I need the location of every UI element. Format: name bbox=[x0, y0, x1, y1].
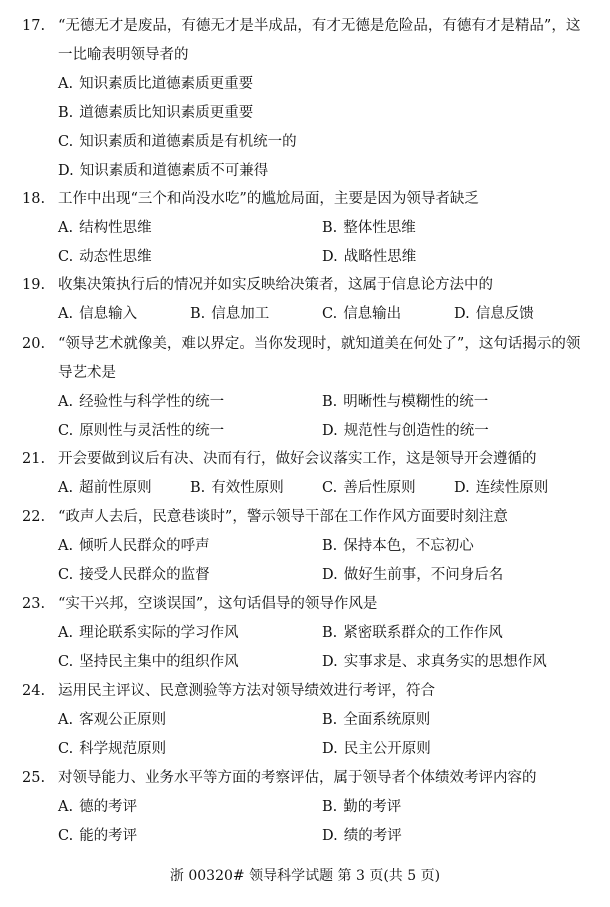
option-text: 全面系统原则 bbox=[343, 712, 431, 728]
option-text: 知识素质比道德素质更重要 bbox=[79, 76, 254, 92]
question-stem bbox=[22, 185, 594, 214]
question-stem bbox=[22, 590, 594, 619]
option-letter: C. bbox=[58, 249, 74, 265]
option-d bbox=[454, 474, 586, 503]
option-letter: B. bbox=[190, 306, 206, 322]
question-number: 17. bbox=[22, 18, 46, 34]
option-d bbox=[322, 822, 586, 851]
option-d bbox=[58, 157, 594, 186]
option-c bbox=[58, 128, 594, 157]
question-stem bbox=[22, 677, 594, 706]
option-a bbox=[58, 619, 322, 648]
option-letter: D. bbox=[322, 423, 338, 439]
option-b bbox=[322, 214, 586, 243]
option-letter: C. bbox=[58, 134, 74, 150]
option-d bbox=[322, 648, 586, 677]
option-a bbox=[58, 532, 322, 561]
question-text: 开会要做到议后有决、决而有行，做好会议落实工作，这是领导开会遵循的 bbox=[58, 451, 537, 467]
option-d bbox=[454, 300, 586, 329]
option-letter: C. bbox=[58, 567, 74, 583]
option-letter: C. bbox=[58, 828, 74, 844]
option-a bbox=[58, 70, 594, 99]
options-list bbox=[22, 793, 594, 851]
question-stem bbox=[22, 330, 594, 359]
option-text: 有效性原则 bbox=[211, 480, 284, 496]
option-letter: A. bbox=[58, 480, 74, 496]
option-text: 绩的考评 bbox=[343, 828, 402, 844]
option-letter: B. bbox=[322, 220, 338, 236]
options-list bbox=[22, 474, 594, 503]
option-a bbox=[58, 474, 190, 503]
option-text: 德的考评 bbox=[79, 799, 138, 815]
option-text: 结构性思维 bbox=[79, 220, 152, 236]
option-b bbox=[322, 619, 586, 648]
question-text: “实干兴邦，空谈误国”，这句话倡导的领导作风是 bbox=[58, 596, 378, 612]
option-text: 原则性与灵活性的统一 bbox=[79, 423, 225, 439]
question-23 bbox=[22, 590, 594, 677]
option-letter: B. bbox=[190, 480, 206, 496]
question-number: 20. bbox=[22, 336, 46, 352]
option-text: 坚持民主集中的组织作风 bbox=[79, 654, 239, 670]
option-text: 善后性原则 bbox=[343, 480, 416, 496]
option-text: 道德素质比知识素质更重要 bbox=[79, 105, 254, 121]
option-letter: D. bbox=[322, 654, 338, 670]
option-c bbox=[58, 822, 322, 851]
question-18 bbox=[22, 185, 594, 272]
question-text: 运用民主评议、民意测验等方法对领导绩效进行考评，符合 bbox=[58, 683, 435, 699]
option-text: 紧密联系群众的工作作风 bbox=[343, 625, 503, 641]
question-text: “无德无才是废品，有德无才是半成品，有才无德是危险品，有德有才是精品”，这 bbox=[58, 18, 581, 34]
option-b bbox=[322, 706, 586, 735]
option-letter: A. bbox=[58, 625, 74, 641]
option-a bbox=[58, 300, 190, 329]
option-letter: C. bbox=[322, 480, 338, 496]
option-b bbox=[190, 474, 322, 503]
option-d bbox=[322, 243, 586, 272]
options-list bbox=[22, 70, 594, 186]
question-stem bbox=[22, 503, 594, 532]
option-c bbox=[58, 735, 322, 764]
option-letter: C. bbox=[58, 423, 74, 439]
option-letter: A. bbox=[58, 220, 74, 236]
option-b bbox=[322, 388, 586, 417]
option-letter: B. bbox=[322, 394, 338, 410]
option-letter: B. bbox=[322, 799, 338, 815]
option-letter: A. bbox=[58, 712, 74, 728]
option-letter: B. bbox=[322, 712, 338, 728]
question-24 bbox=[22, 677, 594, 764]
question-stem bbox=[22, 764, 594, 793]
option-c bbox=[58, 648, 322, 677]
option-c bbox=[322, 300, 454, 329]
option-letter: C. bbox=[58, 741, 74, 757]
question-number: 19. bbox=[22, 277, 46, 293]
option-text: 科学规范原则 bbox=[79, 741, 167, 757]
question-stem bbox=[22, 271, 594, 300]
question-number: 24. bbox=[22, 683, 46, 699]
option-text: 保持本色，不忘初心 bbox=[343, 538, 474, 554]
option-text: 实事求是、求真务实的思想作风 bbox=[343, 654, 547, 670]
option-b bbox=[322, 532, 586, 561]
option-text: 客观公正原则 bbox=[79, 712, 167, 728]
option-text: 动态性思维 bbox=[79, 249, 152, 265]
option-letter: C. bbox=[58, 654, 74, 670]
option-letter: C. bbox=[322, 306, 338, 322]
question-number: 22. bbox=[22, 509, 46, 525]
question-17 bbox=[22, 12, 594, 186]
option-letter: D. bbox=[322, 741, 338, 757]
option-c bbox=[322, 474, 454, 503]
question-text: 收集决策执行后的情况并如实反映给决策者，这属于信息论方法中的 bbox=[58, 277, 493, 293]
option-text: 规范性与创造性的统一 bbox=[343, 423, 489, 439]
option-text: 理论联系实际的学习作风 bbox=[79, 625, 239, 641]
option-letter: D. bbox=[454, 306, 470, 322]
option-a bbox=[58, 214, 322, 243]
option-text: 做好生前事，不问身后名 bbox=[343, 567, 504, 583]
option-c bbox=[58, 561, 322, 590]
page-footer: 浙 00320# 领导科学试题 第 3 页(共 5 页) bbox=[169, 868, 441, 884]
option-d bbox=[322, 735, 586, 764]
options-list bbox=[22, 388, 594, 446]
question-text: 工作中出现“三个和尚没水吃”的尴尬局面，主要是因为领导者缺乏 bbox=[58, 191, 479, 207]
option-text: 经验性与科学性的统一 bbox=[79, 394, 225, 410]
option-text: 知识素质和道德素质是有机统一的 bbox=[79, 134, 297, 150]
option-b bbox=[190, 300, 322, 329]
option-letter: D. bbox=[58, 163, 74, 179]
option-b bbox=[58, 99, 594, 128]
option-a bbox=[58, 706, 322, 735]
option-a bbox=[58, 388, 322, 417]
question-text: “政声人去后，民意巷谈时”，警示领导干部在工作作风方面要时刻注意 bbox=[58, 509, 508, 525]
question-text-continued: 导艺术是 bbox=[58, 365, 116, 381]
question-number: 25. bbox=[22, 770, 46, 786]
question-number: 18. bbox=[22, 191, 46, 207]
option-letter: B. bbox=[322, 625, 338, 641]
option-text: 能的考评 bbox=[79, 828, 138, 844]
question-stem bbox=[22, 12, 594, 41]
option-letter: A. bbox=[58, 799, 74, 815]
options-list bbox=[22, 706, 594, 764]
option-letter: A. bbox=[58, 76, 74, 92]
option-text: 信息加工 bbox=[211, 306, 270, 322]
option-b bbox=[322, 793, 586, 822]
question-number: 23. bbox=[22, 596, 46, 612]
option-letter: D. bbox=[454, 480, 470, 496]
option-text: 接受人民群众的监督 bbox=[79, 567, 210, 583]
option-c bbox=[58, 243, 322, 272]
option-letter: D. bbox=[322, 567, 338, 583]
options-list bbox=[22, 300, 594, 329]
question-21 bbox=[22, 445, 594, 503]
option-letter: B. bbox=[58, 105, 74, 121]
options-list bbox=[22, 619, 594, 677]
option-text: 信息反馈 bbox=[475, 306, 534, 322]
option-text: 超前性原则 bbox=[79, 480, 152, 496]
question-22 bbox=[22, 503, 594, 590]
option-text: 信息输出 bbox=[343, 306, 402, 322]
option-text: 明晰性与模糊性的统一 bbox=[343, 394, 489, 410]
option-letter: A. bbox=[58, 538, 74, 554]
option-d bbox=[322, 417, 586, 446]
option-text: 倾听人民群众的呼声 bbox=[79, 538, 210, 554]
option-c bbox=[58, 417, 322, 446]
option-text: 连续性原则 bbox=[475, 480, 549, 496]
option-text: 整体性思维 bbox=[343, 220, 416, 236]
question-20 bbox=[22, 330, 594, 446]
question-19 bbox=[22, 271, 594, 329]
question-stem bbox=[22, 445, 594, 474]
question-text: 对领导能力、业务水平等方面的考察评估，属于领导者个体绩效考评内容的 bbox=[58, 770, 537, 786]
question-25 bbox=[22, 764, 594, 851]
option-letter: A. bbox=[58, 306, 74, 322]
option-letter: A. bbox=[58, 394, 74, 410]
option-text: 信息输入 bbox=[79, 306, 138, 322]
question-number: 21. bbox=[22, 451, 46, 467]
option-text: 知识素质和道德素质不可兼得 bbox=[79, 163, 269, 179]
option-letter: B. bbox=[322, 538, 338, 554]
question-text: “领导艺术就像美，难以界定。当你发现时，就知道美在何处了”，这句话揭示的领 bbox=[58, 336, 581, 352]
question-text-continued: 一比喻表明领导者的 bbox=[58, 47, 189, 63]
option-text: 战略性思维 bbox=[343, 249, 417, 265]
options-list bbox=[22, 532, 594, 590]
option-d bbox=[322, 561, 586, 590]
options-list bbox=[22, 214, 594, 272]
option-a bbox=[58, 793, 322, 822]
option-text: 勤的考评 bbox=[343, 799, 402, 815]
option-text: 民主公开原则 bbox=[343, 741, 431, 757]
option-letter: D. bbox=[322, 828, 338, 844]
option-letter: D. bbox=[322, 249, 338, 265]
